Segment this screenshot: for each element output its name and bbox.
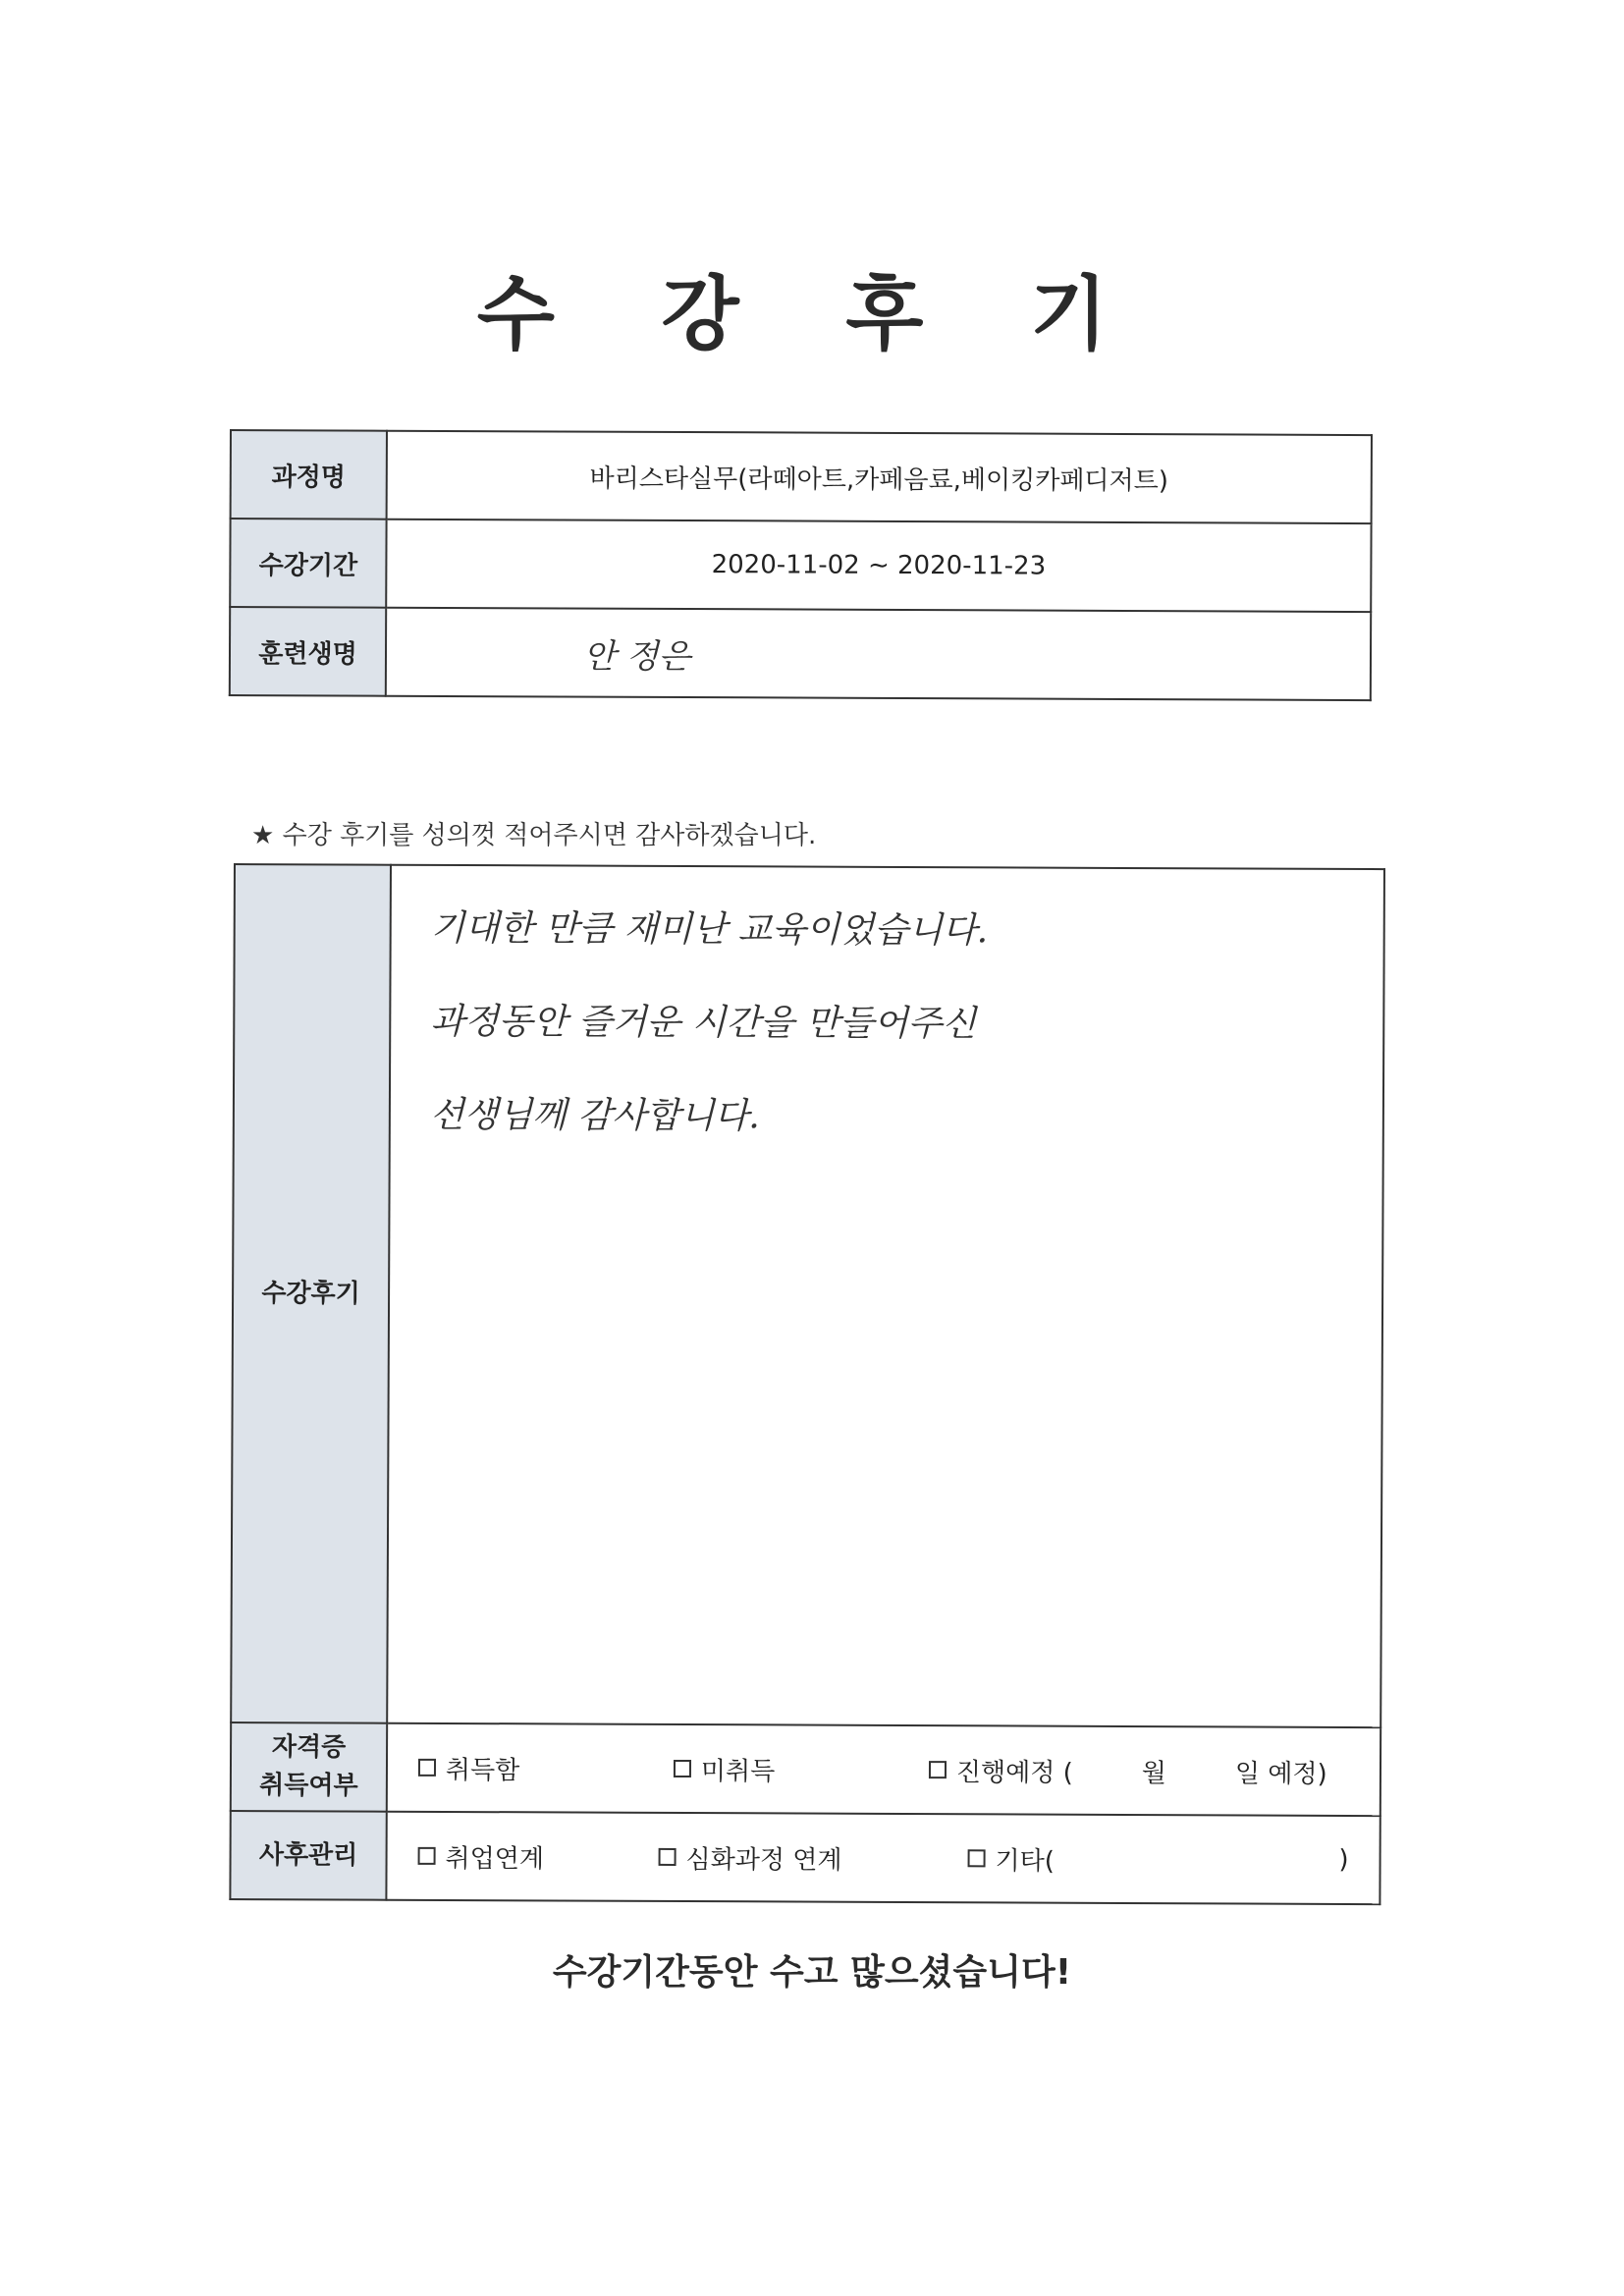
day-planned-label: 일 예정) — [1234, 1758, 1327, 1789]
trainee-name-handwritten: 안 정은 — [582, 636, 691, 677]
page-title: 수 강 후 기 — [476, 268, 1148, 361]
option-not-acquired-label: 미취득 — [700, 1756, 776, 1786]
closing-message: 수강기간동안 수고 많으셨습니다! — [552, 1952, 1072, 1993]
option-acquired[interactable] — [418, 1749, 674, 1786]
checkbox-icon[interactable] — [659, 1848, 677, 1866]
other-close-paren: ) — [1338, 1844, 1349, 1875]
trainee-name-label: 훈련생명 — [230, 607, 386, 696]
instruction-note: ★ 수강 후기를 성의껏 적어주시면 감사하겠습니다. — [251, 821, 817, 850]
review-line-1: 기대한 만큼 재미난 교육이었습니다. — [430, 907, 989, 952]
checkbox-icon[interactable] — [418, 1847, 436, 1865]
aftercare-label: 사후관리 — [230, 1811, 386, 1900]
option-job-link[interactable] — [418, 1837, 659, 1875]
option-not-acquired[interactable] — [674, 1750, 929, 1787]
option-other[interactable] — [968, 1840, 1349, 1879]
trainee-name-cell — [386, 608, 1371, 700]
course-name-label: 과정명 — [231, 430, 387, 519]
checkbox-icon[interactable] — [929, 1761, 947, 1778]
certificate-options — [387, 1723, 1380, 1816]
certificate-label-line2: 취득여부 — [259, 1771, 358, 1801]
course-name-value: 바리스타실무(라떼아트,카페음료,베이킹카페디저트) — [387, 431, 1372, 523]
course-info-table — [229, 429, 1373, 701]
option-in-progress-label: 진행예정 ( — [955, 1757, 1073, 1788]
checkbox-icon[interactable] — [968, 1849, 986, 1867]
review-line-2: 과정동안 즐거운 시간을 만들어주신 — [430, 1001, 977, 1045]
option-acquired-label: 취득함 — [445, 1755, 520, 1785]
option-advanced-course[interactable] — [659, 1838, 968, 1876]
option-job-link-label: 취업연계 — [445, 1843, 545, 1874]
month-label: 월 — [1141, 1758, 1167, 1788]
checkbox-icon[interactable] — [674, 1760, 691, 1777]
period-label: 수강기간 — [230, 519, 386, 608]
checkbox-icon[interactable] — [418, 1759, 436, 1777]
option-advanced-course-label: 심화과정 연계 — [685, 1844, 842, 1876]
aftercare-options — [386, 1812, 1380, 1904]
review-body — [387, 865, 1384, 1727]
review-line-3: 선생님께 감사합니다. — [429, 1094, 760, 1137]
certificate-label-line1: 자격증 — [271, 1732, 347, 1763]
review-table — [229, 863, 1385, 1905]
certificate-label — [231, 1722, 387, 1812]
option-other-label: 기타( — [995, 1845, 1056, 1877]
review-label: 수강후기 — [231, 864, 391, 1723]
period-value: 2020-11-02 ~ 2020-11-23 — [386, 519, 1371, 612]
option-in-progress[interactable] — [929, 1752, 1327, 1790]
